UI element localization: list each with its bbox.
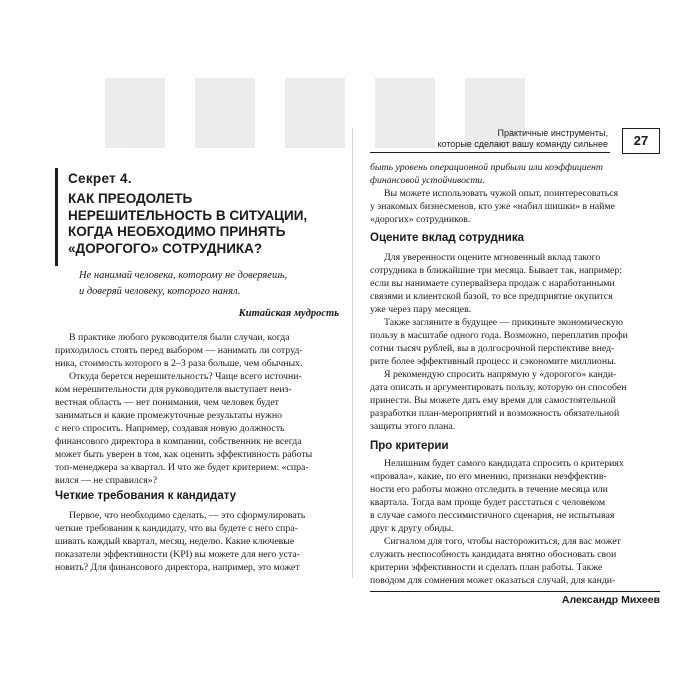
running-head-line: Практичные инструменты, bbox=[497, 128, 608, 138]
body-line: сотрудника в ближайшие три месяца. Бывает так, например: bbox=[370, 265, 623, 276]
epigraph-line: Не нанимай человека, которому не доверяешь, bbox=[79, 270, 288, 281]
body-line: Откуда берется нерешительность? Чаще всего источни- bbox=[69, 371, 302, 382]
body-line: уже через пару месяцев. bbox=[370, 304, 472, 315]
subheading-contribution: Оцените вклад сотрудника bbox=[370, 232, 525, 244]
page-number: 27 bbox=[622, 128, 660, 154]
heading-line: НЕРЕШИТЕЛЬНОСТЬ В СИТУАЦИИ, bbox=[68, 207, 308, 223]
heading-line: «ДОРОГОГО» СОТРУДНИКА? bbox=[68, 240, 263, 256]
body-line: разработки план-мероприятий и возможность обязательной bbox=[370, 408, 620, 419]
body-line: показатели эффективности (KPI) вы можете для него уста- bbox=[55, 549, 301, 560]
running-head bbox=[437, 128, 608, 150]
body-line: «провала», какие, по его мнению, признаки неэффектив- bbox=[370, 471, 607, 482]
heading-line: КОГДА НЕОБХОДИМО ПРИНЯТЬ bbox=[68, 224, 286, 239]
chapter-heading bbox=[68, 191, 340, 257]
body-line: защиты этого плана. bbox=[370, 421, 456, 432]
body-line: Я рекомендую спросить напрямую у «дорогого» канди- bbox=[384, 369, 617, 380]
body-line: может быть уверен в том, как оценить эффективность работы bbox=[55, 449, 313, 460]
body-line: финансовой устойчивости. bbox=[370, 175, 485, 186]
body-line: вестная область — нет понимания, чем человек будет bbox=[55, 397, 279, 408]
body-line: Нелишним будет самого кандидата спросить о критериях bbox=[384, 458, 624, 469]
body-line: В практике любого руководителя были случаи, когда bbox=[69, 332, 290, 343]
body-line: связями и клиентской базой, то все предприятие окупится bbox=[370, 291, 613, 302]
body-line: дата описать и аргументировать пользу, которую он способен bbox=[370, 382, 627, 393]
left-page bbox=[55, 128, 345, 580]
running-head-line: которые сделают вашу команду сильнее bbox=[437, 139, 608, 149]
body-line: шивать каждый квартал, месяц, неделю. Какие ключевые bbox=[55, 536, 295, 547]
body-line: друг к другу обиды. bbox=[370, 523, 454, 534]
body-line: служить неспособность кандидата внятно обосновать свои bbox=[370, 549, 617, 560]
body-line: пользу в масштабе одного года. Возможно, переплатив профи bbox=[370, 330, 628, 341]
body-line: Первое, что необходимо сделать, — это сформулировать bbox=[69, 510, 306, 521]
body-line: у знакомых бизнесменов, кто уже «набил шишки» в найме bbox=[370, 201, 615, 212]
body-line: приходилось стоять перед выбором — нанимать ли сотруд- bbox=[55, 345, 303, 356]
book-gutter bbox=[352, 128, 353, 578]
body-line: четкие требования к кандидату, что вы будете с него спра- bbox=[55, 523, 298, 534]
body-line: Также загляните в будущее — прикиньте экономическую bbox=[384, 317, 624, 328]
subheading-requirements: Четкие требования к кандидату bbox=[55, 490, 237, 502]
body-line: если вы нанимаете супервайзера продаж с наработанными bbox=[370, 278, 615, 289]
subheading-criteria: Про критерии bbox=[370, 440, 449, 452]
body-line: быть уровень операционной прибыли или коэффициент bbox=[370, 162, 603, 173]
body-line: критерии эффективности и сделать план работы. Также bbox=[370, 562, 603, 573]
body-line: новить? Для финансового директора, например, это может bbox=[55, 562, 300, 573]
body-line: Вы можете использовать чужой опыт, поинтересоваться bbox=[384, 188, 619, 199]
heading-rule bbox=[55, 168, 58, 266]
author-name: Александр Михеев bbox=[561, 594, 660, 606]
body-line: вился — не справился»? bbox=[55, 475, 158, 486]
epigraph-line: и доверяй человеку, которого нанял. bbox=[79, 286, 241, 297]
body-line: квартала. Тогда вам проще будет расстаться с человеком bbox=[370, 497, 606, 508]
body-line: принести. Вы можете дать ему время для самостоятельной bbox=[370, 395, 616, 406]
header-rule bbox=[370, 152, 610, 153]
body-line: в случае самого пессимистичного сценария, не испытывая bbox=[370, 510, 615, 521]
body-line: финансового директора в компании, собственник не всегда bbox=[55, 436, 302, 447]
body-line: поводом для сомнения может оказаться случай, для канди- bbox=[370, 575, 616, 586]
body-line: топ-менеджера за квартал. И что же будет критерием: «спра- bbox=[55, 462, 309, 473]
right-page bbox=[370, 128, 660, 606]
secret-label: Секрет 4. bbox=[68, 171, 132, 186]
body-line: сотни тысяч рублей, вы в долгосрочной перспективе внед- bbox=[370, 343, 615, 354]
body-line: рите более эффективный процесс и сэкономите миллионы. bbox=[370, 356, 617, 367]
body-line: ком нерешительности для руководителя выступает неиз- bbox=[55, 384, 292, 395]
body-line: ника, стоимость которого в 2–3 раза больше, чем обычных. bbox=[55, 358, 303, 369]
body-line: «дорогих» сотрудников. bbox=[370, 214, 471, 225]
footer-rule bbox=[370, 591, 660, 592]
heading-line: КАК ПРЕОДОЛЕТЬ bbox=[68, 191, 193, 206]
body-line: Для уверенности оцените мгновенный вклад такого bbox=[384, 252, 601, 263]
body-line: с него спросить. Например, создавая новую должность bbox=[55, 423, 285, 434]
body-line: Сигналом для того, чтобы насторожиться, для вас может bbox=[384, 536, 621, 547]
body-line: ности его работы можно отследить в течение месяца или bbox=[370, 484, 608, 495]
body-line: заниматься и какие промежуточные результаты нужно bbox=[55, 410, 283, 421]
epigraph-author: Китайская мудрость bbox=[238, 308, 339, 319]
